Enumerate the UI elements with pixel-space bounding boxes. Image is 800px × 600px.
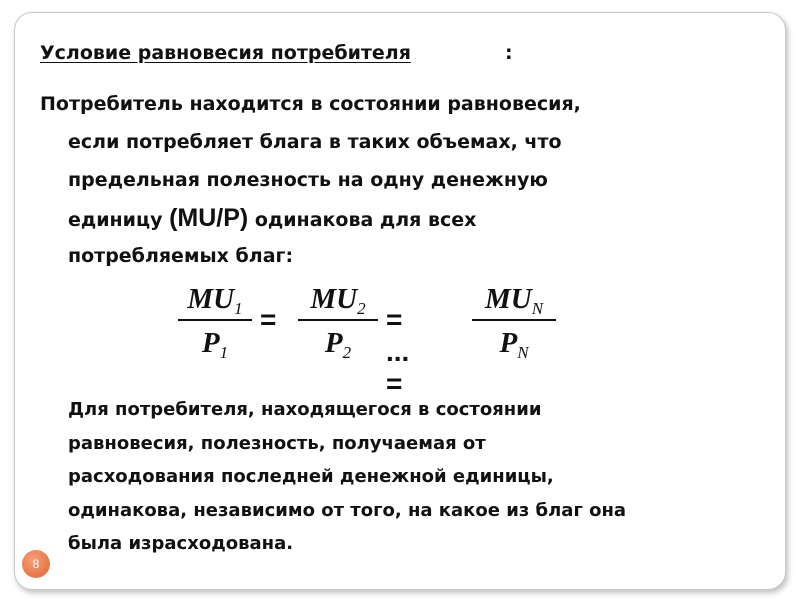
- slide-title-colon: :: [505, 42, 513, 64]
- denominator-subscript: 1: [219, 343, 229, 362]
- fraction-bar: [298, 319, 378, 321]
- definition-line: если потребляет блага в таких объемах, что: [68, 131, 562, 153]
- numerator: MU: [484, 283, 532, 315]
- denominator-subscript: N: [517, 343, 529, 362]
- numerator: MU: [310, 283, 358, 315]
- conclusion-line: Для потребителя, находящегося в состоянии: [68, 399, 542, 420]
- conclusion-paragraph: [68, 393, 768, 561]
- definition-paragraph: [40, 85, 760, 275]
- denominator: P: [499, 327, 518, 359]
- numerator-subscript: 2: [357, 299, 366, 318]
- definition-text: одинакова для всех: [248, 209, 477, 231]
- equals-sign: =: [260, 304, 277, 335]
- fraction-bar: [472, 319, 556, 321]
- fraction-term-2: [298, 282, 378, 360]
- page-number-badge: 8: [22, 550, 50, 578]
- mu-over-p-formula: (MU/P): [169, 204, 249, 232]
- denominator: P: [324, 327, 343, 359]
- numerator-subscript: N: [531, 299, 544, 318]
- numerator-subscript: 1: [234, 299, 243, 318]
- equals-ellipsis: = ... =: [386, 304, 410, 399]
- fraction-bar: [178, 319, 252, 321]
- definition-text: единицу: [68, 209, 170, 231]
- conclusion-line: была израсходована.: [68, 533, 294, 554]
- definition-line: потребляемых благ:: [68, 245, 294, 267]
- slide-title: Условие равновесия потребителя: [40, 42, 411, 64]
- definition-line: [40, 199, 760, 237]
- fraction-term-n: [472, 282, 556, 360]
- fraction-term-1: [178, 282, 252, 360]
- denominator: P: [201, 327, 220, 359]
- denominator-subscript: 2: [342, 343, 352, 362]
- conclusion-line: равновесия, полезность, получаемая от: [68, 432, 486, 454]
- definition-line: Потребитель находится в состоянии равновесия,: [40, 93, 581, 115]
- numerator: MU: [187, 283, 235, 315]
- definition-line: предельная полезность на одну денежную: [68, 169, 548, 191]
- conclusion-line: одинакова, независимо от того, на какое из благ она: [68, 499, 627, 521]
- conclusion-line: расходования последней денежной единицы,: [68, 466, 554, 487]
